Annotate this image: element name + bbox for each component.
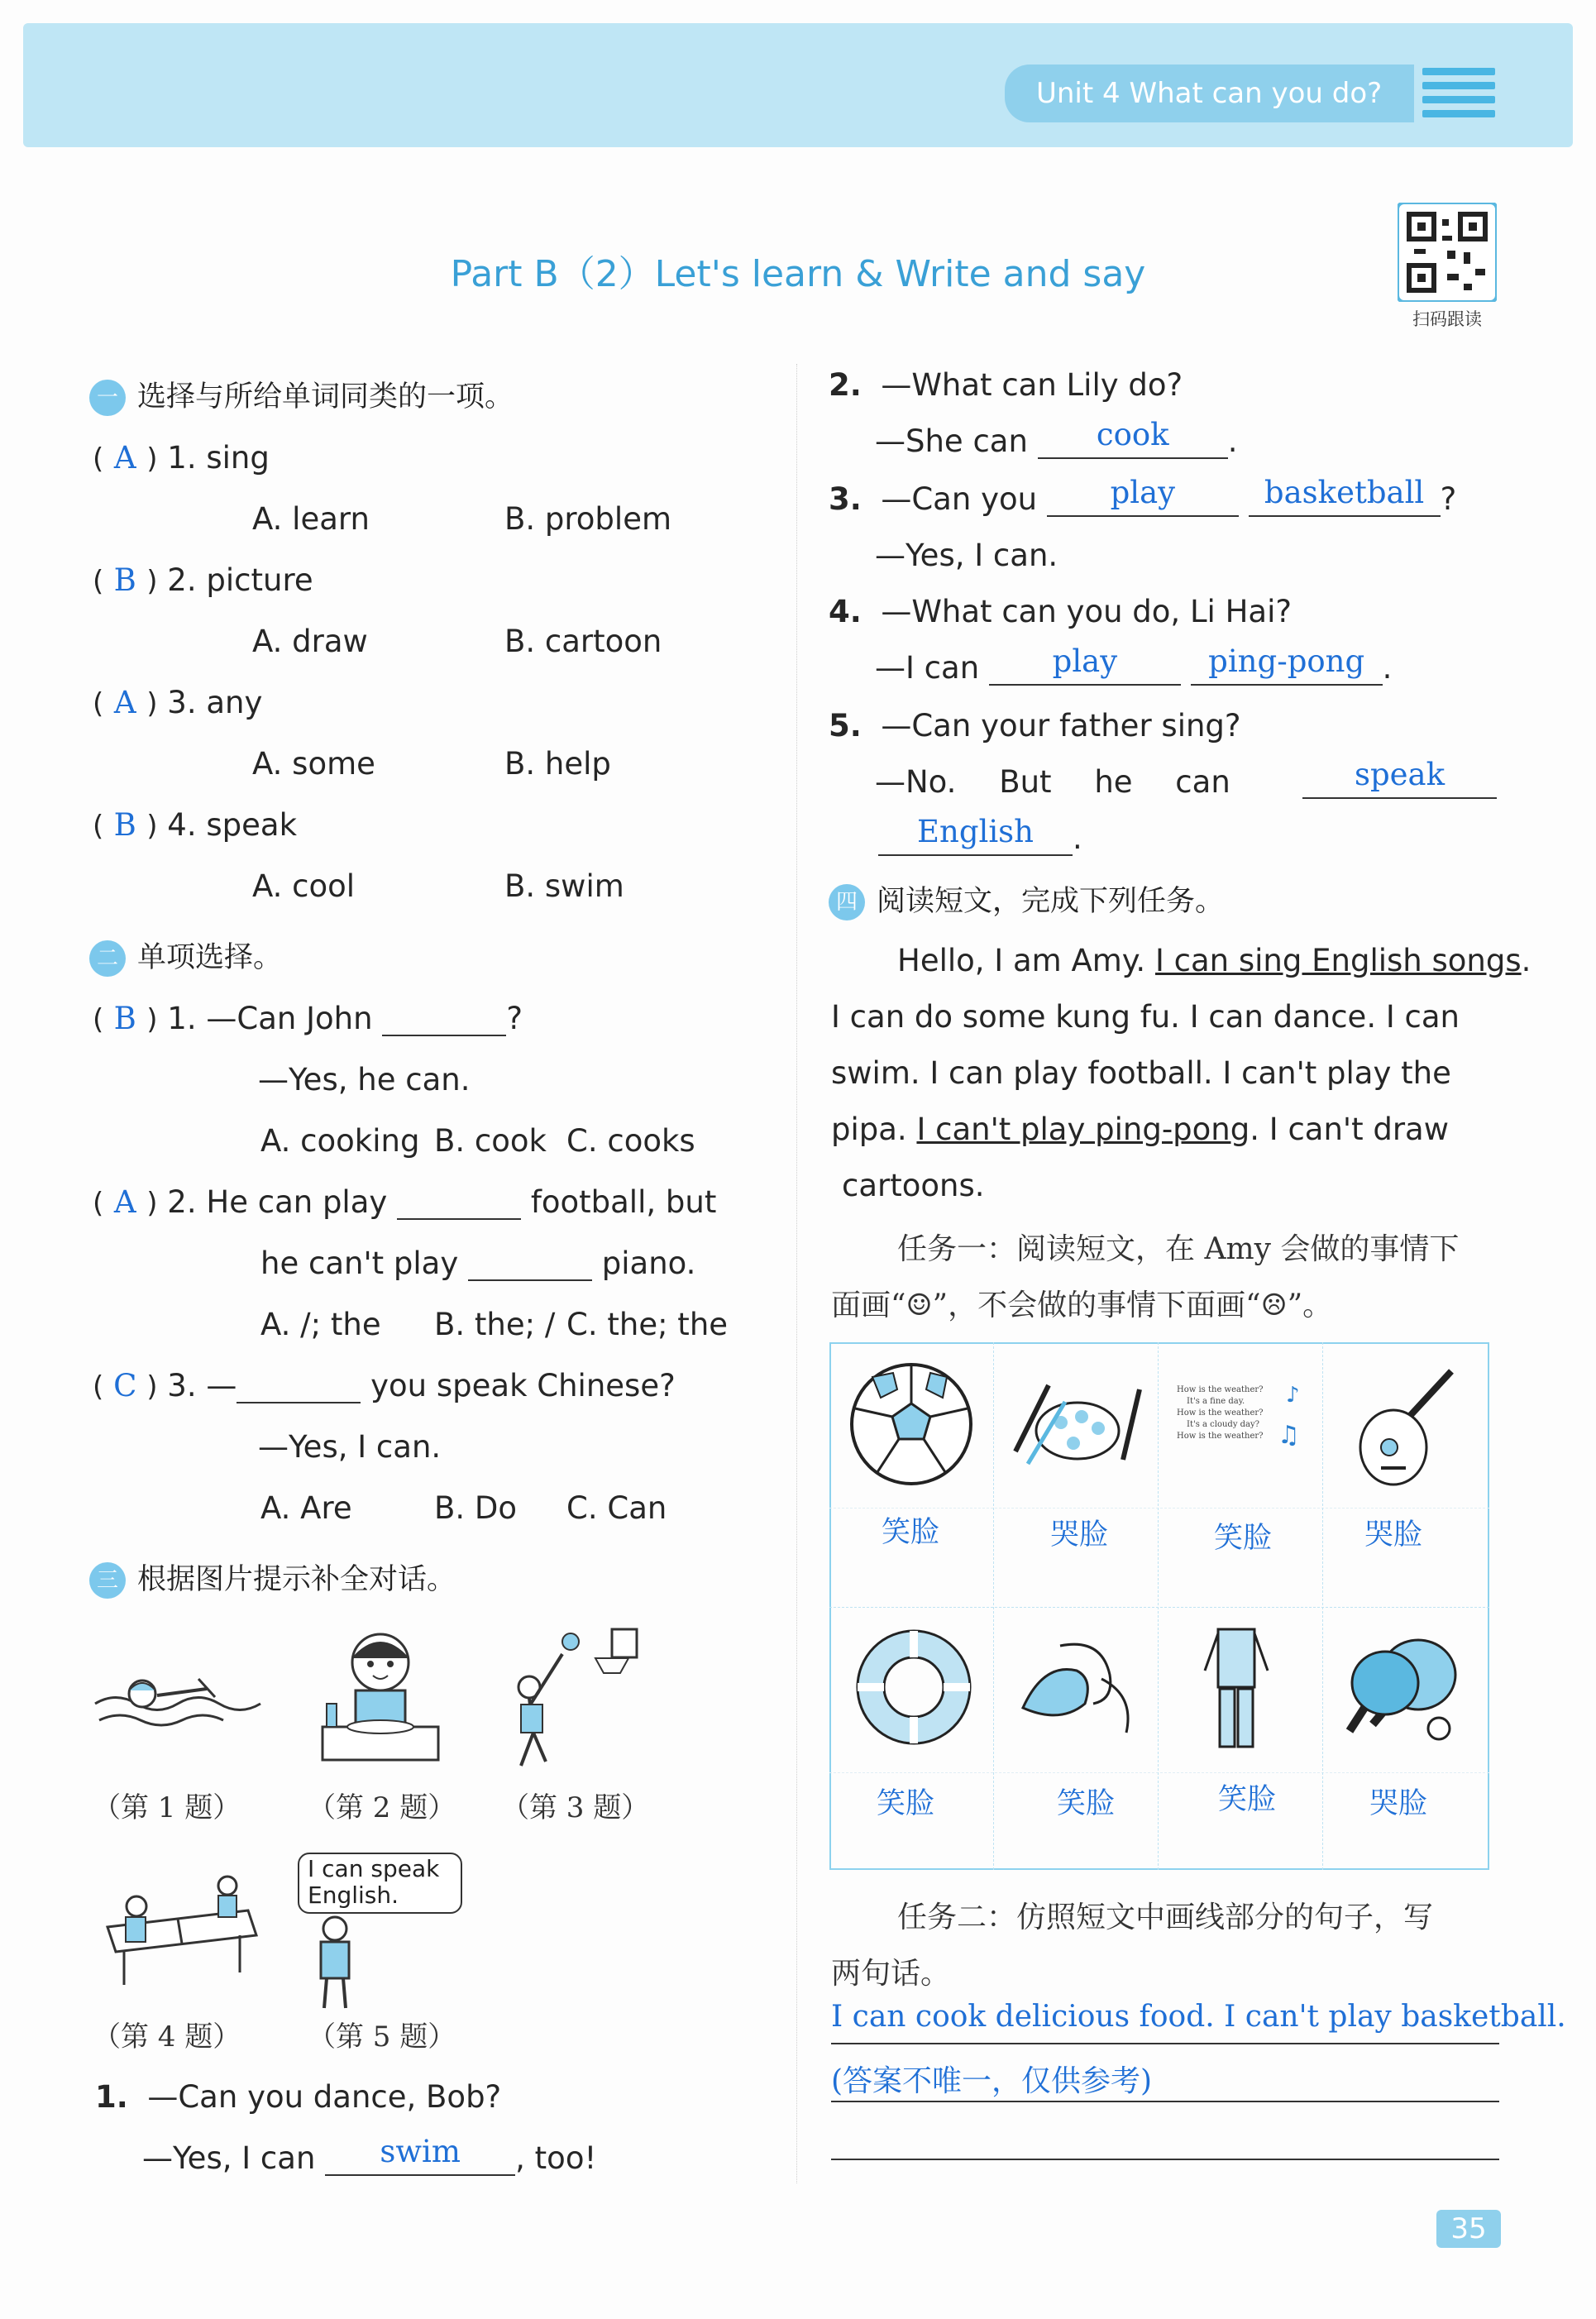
section-badge: 一 (89, 380, 126, 416)
s3-q2-line1: 2. —What can Lily do? (829, 367, 1183, 403)
passage-line5: cartoons. (842, 1168, 985, 1203)
svg-text:♫: ♫ (1278, 1421, 1300, 1450)
s2-q2-opt-c: C. the; the (566, 1307, 729, 1342)
s2-q3: ( C ) 3. — you speak Chinese? (93, 1368, 676, 1403)
face-label: 笑脸 (877, 1787, 935, 1820)
answer-line-2: (答案不唯一，仅供参考) (831, 2058, 1499, 2102)
s3-q4-line2: —I can play ping-pong . (875, 643, 1393, 686)
section2-heading: 二 单项选择。 (89, 935, 282, 977)
passage-line2: I can do some kung fu. I can dance. I can (831, 999, 1460, 1035)
grid-sub-divider (829, 1508, 1489, 1509)
task1-line1: 任务一：阅读短文，在 Amy 会做的事情下 (897, 1232, 1460, 1266)
s3-q1-line2: —Yes, I can swim , too! (142, 2134, 597, 2176)
s3-q4-line1: 4. —What can you do, Li Hai? (829, 594, 1293, 629)
basketball-picture (496, 1625, 645, 1774)
page-title: Part B（2）Let's learn & Write and say (450, 253, 1146, 295)
s3-q2-line2: —She can cook . (875, 417, 1238, 459)
passage-line4: pipa. I can't play ping-pong. I can't draw (831, 1112, 1449, 1147)
passage-line3: swim. I can play football. I can't play the (831, 1055, 1451, 1091)
caption-q1: （第 1 题） (93, 1791, 241, 1824)
grid-sub-divider (829, 1772, 1489, 1773)
task2-line1: 任务二：仿照短文中画线部分的句子，写 (897, 1901, 1434, 1934)
s3-q3-line2: —Yes, I can. (875, 538, 1058, 573)
column-divider (796, 364, 797, 2183)
face-label: 笑脸 (1214, 1522, 1273, 1555)
section-badge: 三 (89, 1562, 126, 1599)
song-sheet-picture (1170, 1377, 1311, 1468)
caption-q5: （第 5 题） (308, 2020, 456, 2054)
dance-shoes-picture (1011, 1629, 1143, 1745)
s2-q1-opt-c: C. cooks (566, 1123, 695, 1159)
qr-caption: 扫码跟读 (1412, 309, 1482, 329)
s3-q5-line3: English . (878, 820, 1082, 856)
painting-tools-picture (1007, 1369, 1144, 1476)
s2-q2-opt-a: A. /; the (260, 1307, 381, 1342)
task2-line2: 两句话。 (831, 1957, 951, 1991)
s1-opt-a: A. learn (252, 501, 370, 537)
section-badge: 二 (89, 940, 126, 977)
s1-opt-b: B. cartoon (504, 624, 662, 659)
grid-col-divider (1158, 1342, 1159, 1870)
ping-pong-paddles-picture (1340, 1633, 1468, 1749)
grid-col-divider (993, 1342, 994, 1870)
cooking-girl-picture (310, 1621, 451, 1770)
s1-opt-a: A. some (252, 746, 375, 782)
caption-q2: （第 2 题） (308, 1791, 456, 1824)
s2-q2-line2: he can't play piano. (260, 1246, 696, 1281)
task1-line2: 面画“☺”，不会做的事情下面画“☹”。 (831, 1289, 1333, 1322)
song-line: How is the weather? (1177, 1408, 1264, 1418)
swimming-picture (91, 1654, 265, 1745)
page-number: 35 (1436, 2210, 1501, 2248)
s3-q1-line1: 1. —Can you dance, Bob? (95, 2079, 502, 2115)
song-line: It's a cloudy day? (1187, 1420, 1260, 1429)
s2-q3-opt-a: A. Are (260, 1490, 352, 1526)
s2-q2-opt-b: B. the; / (434, 1307, 556, 1342)
s2-q1-opt-b: B. cook (434, 1123, 547, 1159)
qr-code-icon[interactable] (1398, 203, 1497, 302)
s3-q3-line1: 3. —Can you play basketball ? (829, 475, 1457, 517)
s2-q1: ( B ) 1. —Can John ? (93, 1001, 523, 1036)
s2-q2: ( A ) 2. He can play football, but (93, 1184, 717, 1220)
answer-line-1: I can cook delicious food. I can't play basketball. (831, 2000, 1499, 2044)
face-label: 笑脸 (1218, 1783, 1277, 1816)
face-label: 哭脸 (1364, 1518, 1423, 1552)
song-line: How is the weather? (1177, 1385, 1264, 1394)
s2-q3-opt-c: C. Can (566, 1490, 667, 1526)
man-speaking-picture (298, 1912, 372, 2011)
s2-q1-reply: —Yes, he can. (258, 1062, 471, 1097)
s1-opt-b: B. swim (504, 868, 624, 904)
face-label: 哭脸 (1050, 1518, 1109, 1552)
s2-q1-opt-a: A. cooking (260, 1123, 420, 1159)
s1-opt-a: A. cool (252, 868, 356, 904)
grid-col-divider (1322, 1342, 1323, 1870)
song-line: How is the weather? (1177, 1432, 1264, 1441)
s1-item-3: ( A ) 3. any (93, 685, 263, 720)
grid-row-divider (829, 1607, 1489, 1608)
s1-item-2: ( B ) 2. picture (93, 562, 313, 598)
s1-item-4: ( B ) 4. speak (93, 807, 298, 843)
section1-heading: 一 选择与所给单词同类的一项。 (89, 374, 514, 416)
s1-opt-b: B. problem (504, 501, 672, 537)
face-label: 笑脸 (882, 1516, 940, 1549)
s2-q3-opt-b: B. Do (434, 1490, 518, 1526)
face-label: 笑脸 (1057, 1787, 1116, 1820)
swim-ring-picture (852, 1625, 976, 1749)
answer-line-3 (831, 2116, 1499, 2160)
s2-q3-reply: —Yes, I can. (258, 1429, 442, 1465)
s3-q5-blank1: speak (1302, 764, 1497, 799)
speech-bubble: I can speak English. (298, 1853, 462, 1914)
kung-fu-clothes-picture (1203, 1621, 1269, 1753)
song-line: It's a fine day. (1187, 1397, 1245, 1406)
pipa-picture (1348, 1365, 1464, 1489)
s3-q5-line2: —No. But he can (875, 764, 1230, 800)
svg-text:♪: ♪ (1286, 1383, 1300, 1408)
s1-item-1: ( A ) 1. sing (93, 440, 270, 476)
face-label: 哭脸 (1369, 1787, 1428, 1820)
s1-opt-b: B. help (504, 746, 611, 782)
unit-tab: Unit 4 What can you do? (1005, 65, 1414, 122)
passage-line1: Hello, I am Amy. I can sing English songs. (897, 943, 1531, 978)
ping-pong-picture (91, 1869, 265, 1993)
football-picture (848, 1360, 976, 1489)
s1-opt-a: A. draw (252, 624, 368, 659)
section-badge: 四 (829, 884, 865, 920)
s3-q5-line1: 5. —Can your father sing? (829, 708, 1241, 744)
menu-stripes-icon (1422, 68, 1495, 119)
caption-q3: （第 3 题） (501, 1791, 650, 1824)
section3-heading: 三 根据图片提示补全对话。 (89, 1556, 456, 1599)
section4-heading: 四 阅读短文，完成下列任务。 (829, 878, 1224, 920)
caption-q4: （第 4 题） (93, 2020, 241, 2054)
